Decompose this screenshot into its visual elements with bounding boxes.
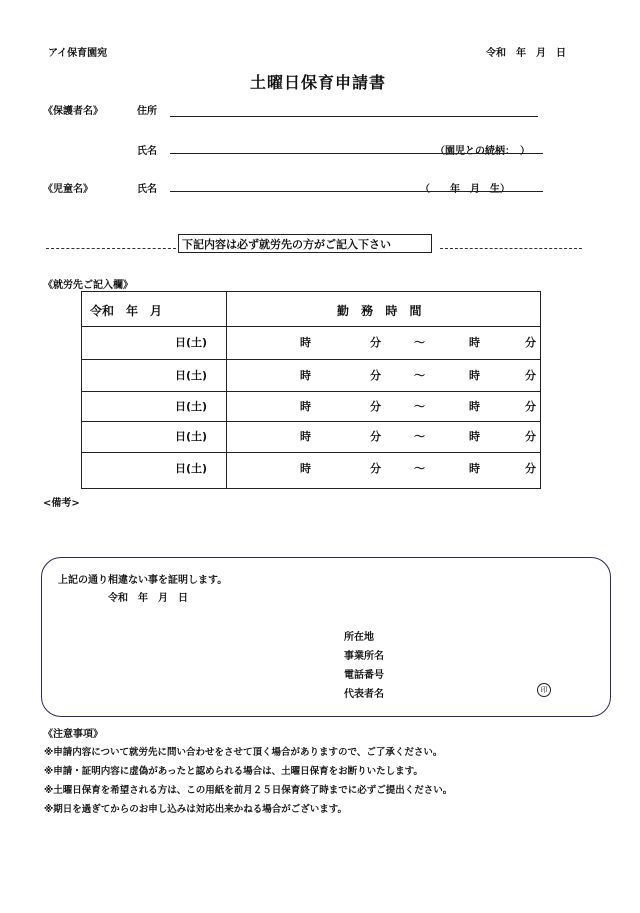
row-start-minute[interactable]: 分 xyxy=(370,336,381,349)
row-end-minute[interactable]: 分 xyxy=(525,430,536,443)
row-tilde: 〜 xyxy=(414,462,425,475)
addressee: アイ保育園宛 xyxy=(48,48,108,59)
table-row-divider xyxy=(82,452,540,453)
relation-underline[interactable] xyxy=(430,153,543,154)
row-end-minute[interactable]: 分 xyxy=(525,336,536,349)
row-day: 日(土) xyxy=(175,369,208,382)
page-title: 土曜日保育申請書 xyxy=(250,73,387,92)
row-start-hour[interactable]: 時 xyxy=(300,369,311,382)
remarks-area[interactable] xyxy=(43,510,603,550)
birth-field: （ 年 月 生） xyxy=(420,184,510,195)
table-header-month: 令和 年 月 xyxy=(90,304,163,318)
child-name-label: 氏名 xyxy=(137,184,157,195)
row-start-minute[interactable]: 分 xyxy=(370,369,381,382)
row-day: 日(土) xyxy=(175,462,208,475)
row-end-minute[interactable]: 分 xyxy=(525,400,536,413)
work-hours-table xyxy=(81,291,541,489)
row-tilde: 〜 xyxy=(414,400,425,413)
certification-statement: 上記の通り相違ない事を証明します。 xyxy=(58,575,228,586)
row-tilde: 〜 xyxy=(414,430,425,443)
notice-text: 下記内容は必ず就労先の方がご記入下さい xyxy=(182,238,391,251)
note-item: ※申請・証明内容に虚偽があったと認められる場合は、土曜日保育をお断りいたします。 xyxy=(44,766,423,777)
row-day: 日(土) xyxy=(175,400,208,413)
row-tilde: 〜 xyxy=(414,369,425,382)
guardian-section-label: 《保護者名》 xyxy=(43,106,103,117)
child-section-label: 《児童名》 xyxy=(43,184,93,195)
row-day: 日(土) xyxy=(175,430,208,443)
address-label: 住所 xyxy=(137,106,157,117)
row-end-minute[interactable]: 分 xyxy=(525,462,536,475)
table-header-divider xyxy=(82,326,540,327)
guardian-name-field[interactable] xyxy=(170,153,430,154)
row-start-minute[interactable]: 分 xyxy=(370,430,381,443)
guardian-name-label: 氏名 xyxy=(137,146,157,157)
note-item: ※申請内容について就労先に問い合わせをさせて頂く場合がありますので、ご了承ください。 xyxy=(44,747,443,758)
row-end-minute[interactable]: 分 xyxy=(525,369,536,382)
row-end-hour[interactable]: 時 xyxy=(469,462,480,475)
row-start-hour[interactable]: 時 xyxy=(300,400,311,413)
address-field[interactable] xyxy=(170,116,538,117)
row-start-hour[interactable]: 時 xyxy=(300,430,311,443)
note-item: ※土曜日保育を希望される方は、この用紙を前月２５日保育終了時までに必ずご提出ください。 xyxy=(44,785,453,796)
row-end-hour[interactable]: 時 xyxy=(469,369,480,382)
row-tilde: 〜 xyxy=(414,336,425,349)
row-start-minute[interactable]: 分 xyxy=(370,462,381,475)
seal-mark: 印 xyxy=(537,683,551,697)
relation-field: （園児との続柄： ） xyxy=(435,146,530,157)
work-section-label: 《就労先ご記入欄》 xyxy=(43,280,133,291)
table-row-divider xyxy=(82,421,540,422)
row-start-hour[interactable]: 時 xyxy=(300,462,311,475)
table-header-hours: 勤 務 時 間 xyxy=(337,304,426,318)
field-phone: 電話番号 xyxy=(344,670,384,681)
field-location: 所在地 xyxy=(344,632,374,643)
notes-label: 《注意事項》 xyxy=(43,729,103,740)
remarks-label: <備考> xyxy=(43,498,80,509)
dashed-divider-left xyxy=(46,248,176,249)
row-start-minute[interactable]: 分 xyxy=(370,400,381,413)
row-end-hour[interactable]: 時 xyxy=(469,336,480,349)
table-row-divider xyxy=(82,359,540,360)
table-row-divider xyxy=(82,391,540,392)
certification-date: 令和 年 月 日 xyxy=(108,593,188,604)
note-item: ※期日を過ぎてからのお申し込みは対応出来かねる場合がございます。 xyxy=(44,804,347,815)
table-column-divider xyxy=(226,292,227,488)
header-date: 令和 年 月 日 xyxy=(486,48,566,59)
row-start-hour[interactable]: 時 xyxy=(300,336,311,349)
birth-underline[interactable] xyxy=(420,191,543,192)
row-end-hour[interactable]: 時 xyxy=(469,400,480,413)
row-day: 日(土) xyxy=(175,336,208,349)
field-representative: 代表者名 xyxy=(344,689,384,700)
dashed-divider-right xyxy=(440,248,582,249)
field-company-name: 事業所名 xyxy=(344,651,384,662)
row-end-hour[interactable]: 時 xyxy=(469,430,480,443)
child-name-field[interactable] xyxy=(170,191,420,192)
